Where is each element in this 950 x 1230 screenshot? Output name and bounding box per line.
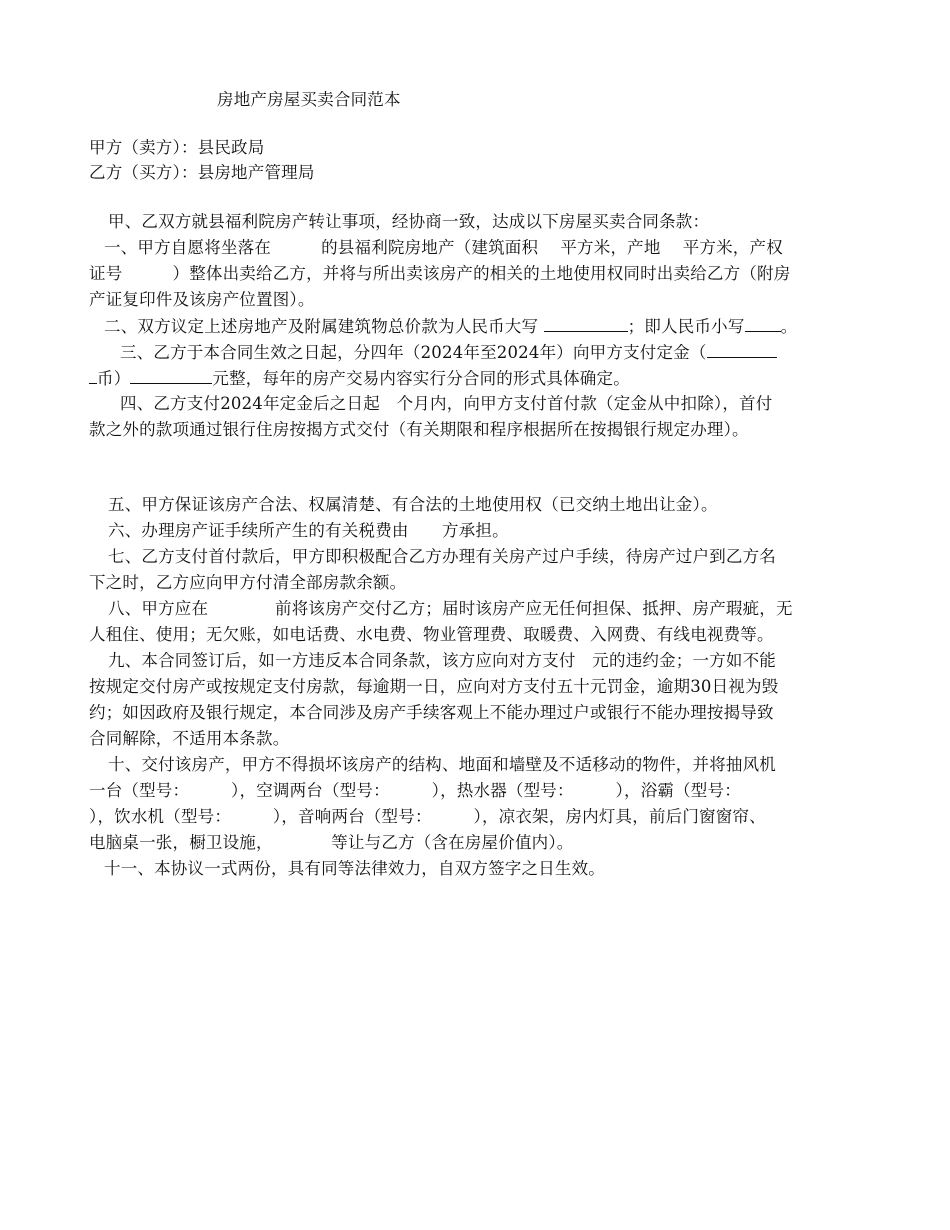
clause-3-line-1	[120, 340, 777, 365]
clause-7-line-2: 下之时，乙方应向甲方付清全部房款余额。	[89, 573, 407, 592]
party-a: 甲方（卖方）：县民政局	[89, 138, 265, 157]
clause-4-line-2: 款之外的款项通过银行住房按揭方式交付（有关期限和程序根据所在按揭银行规定办理）。	[89, 420, 749, 439]
clause-4-line-1: 四、乙方支付2024年定金后之日起 个月内，向甲方支付首付款（定金从中扣除），首付	[120, 394, 773, 413]
blank-amount-lowercase	[745, 314, 781, 332]
clause-9-line-2: 按规定交付房产或按规定支付房款，每逾期一日，应向对方支付五十元罚金，逾期30日视为毁	[89, 677, 779, 696]
clause-2	[104, 314, 797, 339]
clause-10-line-3: ），饮水机（型号： ），音响两台（型号： ），凉衣架，房内灯具，前后门窗窗帘、	[89, 807, 766, 826]
clause-9-line-1: 九、本合同签订后，如一方违反本合同条款，该方应向对方支付 元的违约金；一方如不能	[108, 651, 776, 670]
clause-2-text-3: 。	[780, 317, 798, 336]
blank-deposit-currency-end	[89, 366, 97, 384]
clause-3-text-1: 三、乙方于本合同生效之日起，分四年（2024年至2024年）向甲方支付定金（	[120, 343, 707, 362]
clause-2-text-2: ；即人民币小写	[627, 317, 745, 336]
clause-1-line-1: 一、甲方自愿将坐落在 的县福利院房地产（建筑面积 平方米，产地 平方米，产权	[104, 238, 783, 257]
blank-deposit-amount	[130, 366, 212, 384]
clause-8-line-2: 人租住、使用；无欠账，如电话费、水电费、物业管理费、取暖费、入网费、有线电视费等。	[89, 625, 774, 644]
clause-3-text-3: 元整，每年的房产交易内容实行分合同的形式具体确定。	[212, 369, 630, 388]
party-b: 乙方（买方）：县房地产管理局	[89, 163, 315, 182]
clause-9-line-3: 约；如因政府及银行规定，本合同涉及房产手续客观上不能办理过户或银行不能办理按揭导致	[89, 703, 774, 722]
clause-6: 六、办理房产证手续所产生的有关税费由 方承担。	[108, 521, 509, 540]
clause-11: 十一、本协议一式两份，具有同等法律效力，自双方签字之日生效。	[104, 859, 605, 878]
clause-3-line-2	[89, 366, 630, 391]
clause-2-text-1: 二、双方议定上述房地产及附属建筑物总价款为人民币大写	[104, 317, 544, 336]
clause-5: 五、甲方保证该房产合法、权属清楚、有合法的土地使用权（已交纳土地出让金）。	[108, 495, 718, 514]
intro-paragraph: 甲、乙双方就县福利院房产转让事项，经协商一致，达成以下房屋买卖合同条款：	[108, 212, 710, 231]
clause-1-line-2: 证号 ）整体出卖给乙方，并将与所出卖该房产的相关的土地使用权同时出卖给乙方（附房	[89, 264, 791, 283]
blank-deposit-currency	[707, 340, 777, 358]
clause-3-text-2: 币）	[97, 369, 131, 388]
clause-10-line-4: 电脑桌一张，橱卫设施， 等让与乙方（含在房屋价值内）。	[89, 833, 574, 852]
clause-10-line-1: 十、交付该房产，甲方不得损坏该房产的结构、地面和墙壁及不适移动的物件，并将抽风机	[108, 755, 776, 774]
clause-10-line-2: 一台（型号： ），空调两台（型号： ），热水器（型号： ），浴霸（型号：	[89, 781, 741, 800]
blank-amount-uppercase	[544, 314, 628, 332]
clause-7-line-1: 七、乙方支付首付款后，甲方即积极配合乙方办理有关房产过户手续，待房产过户到乙方名	[108, 547, 776, 566]
clause-9-line-4: 合同解除，不适用本条款。	[89, 729, 290, 748]
document-title: 房地产房屋买卖合同范本	[217, 90, 401, 109]
clause-1-line-3: 产证复印件及该房产位置图）。	[89, 290, 315, 309]
clause-8-line-1: 八、甲方应在 前将该房产交付乙方；届时该房产应无任何担保、抵押、房产瑕疵，无	[108, 599, 793, 618]
